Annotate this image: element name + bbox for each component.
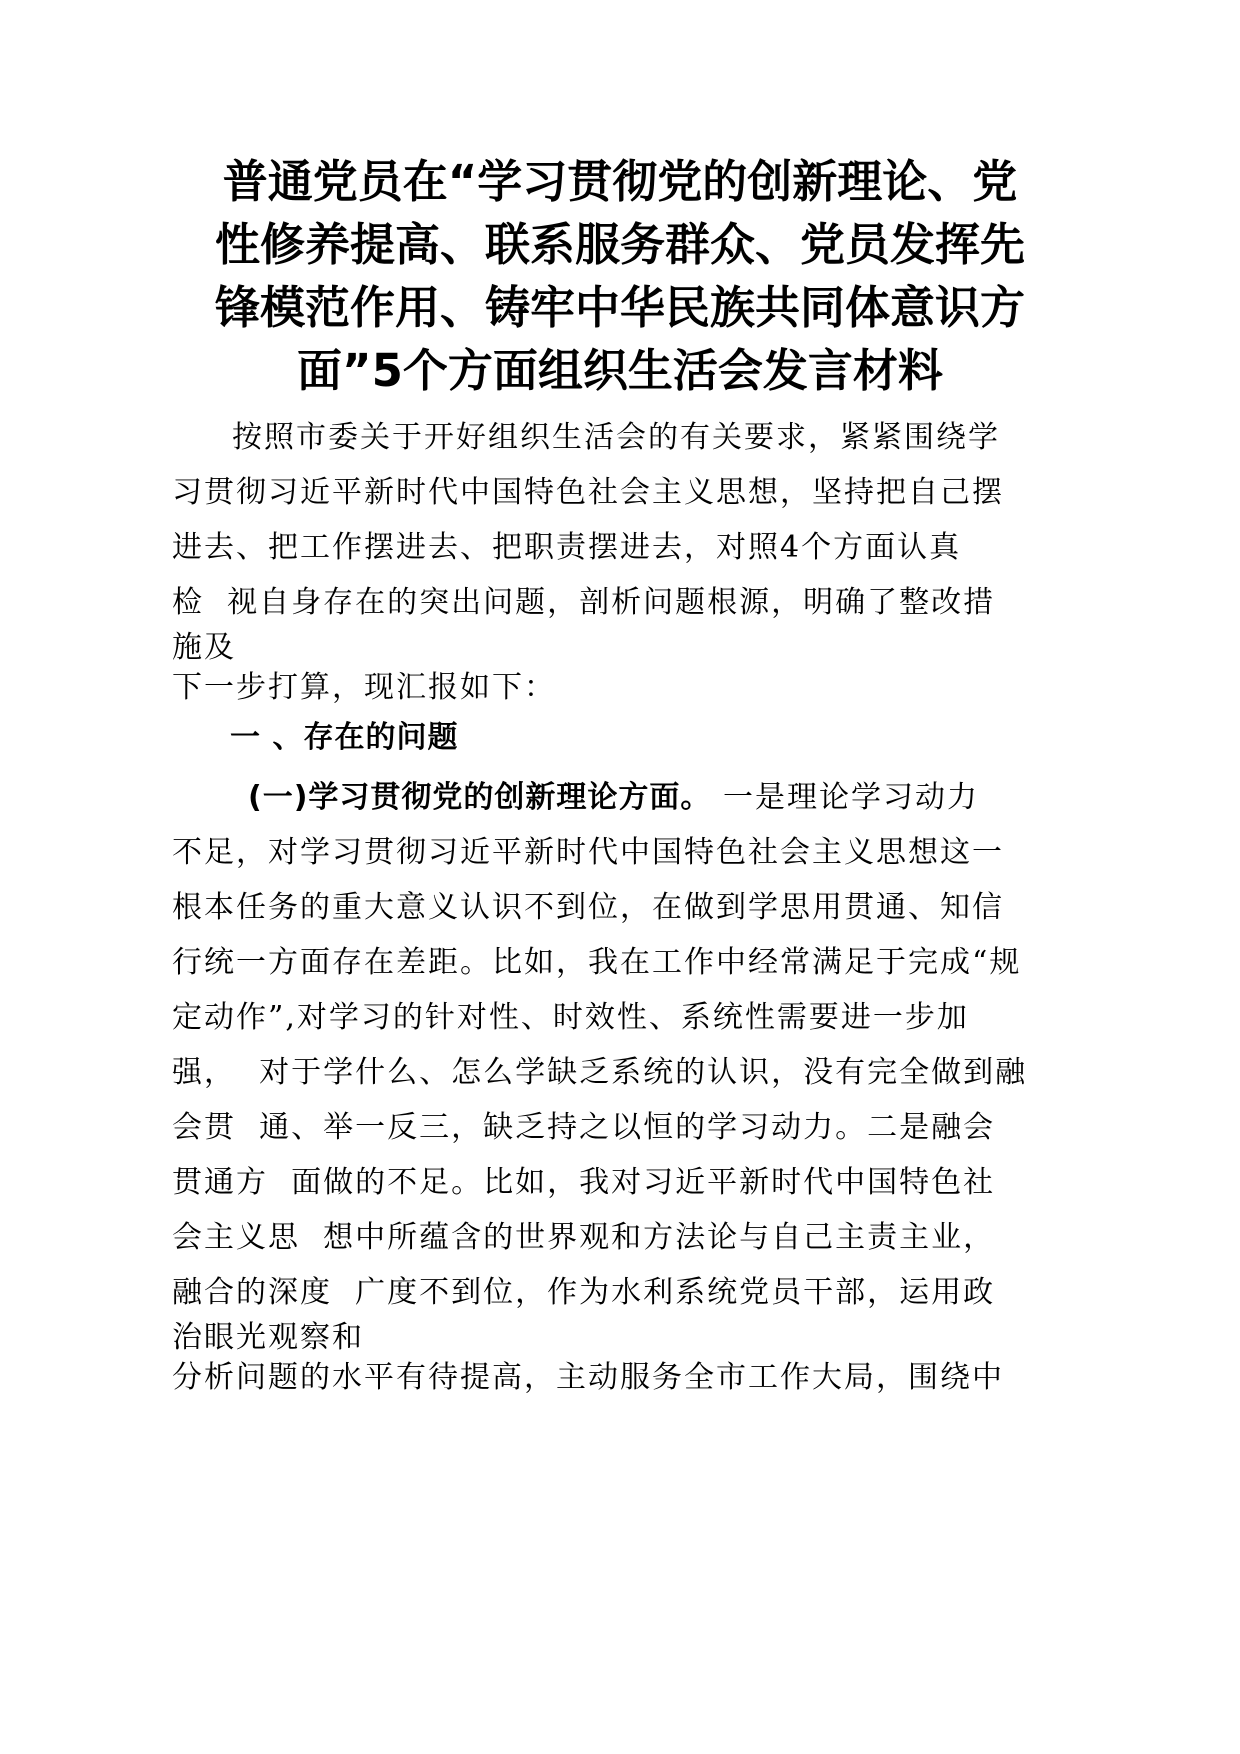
title-line-1: 普通党员在“学习贯彻党的创新理论、党 [222,155,1018,208]
body-line-1: 不足，对学习贯彻习近平新时代中国特色社会主义思想这一 [172,835,1004,870]
intro-line-2: 习贯彻习近平新时代中国特色社会主义思想，坚持把自己摆 [172,475,1004,510]
intro-line-5: 施及 [172,630,236,665]
title-line-2: 性修养提高、联系服务群众、党员发挥先 [214,218,1025,271]
intro-line-3: 进去、把工作摆进去、把职责摆进去，对照4个方面认真 [172,530,962,565]
body-line-11: 分析问题的水平有待提高，主动服务全市工作大局，围绕中 [172,1360,1004,1395]
title-line-3: 锋模范作用、铸牢中华民族共同体意识方 [214,281,1025,334]
intro-line-1: 按照市委关于开好组织生活会的有关要求，紧紧围绕学 [232,420,1000,455]
body-line-2: 根本任务的重大意义认识不到位，在做到学思用贯通、知信 [172,890,1004,925]
body-line-3: 行统一方面存在差距。比如，我在工作中经常满足于完成“规 [172,945,1022,980]
document-title [180,150,1060,402]
body-line-6: 会贯 通、举一反三，缺乏持之以恒的学习动力。二是融会 [172,1110,996,1145]
subsection-first-line [248,778,979,818]
intro-line-6: 下一步打算，现汇报如下： [172,670,556,705]
subsection-first-line-rest: 一是理论学习动力 [711,780,979,815]
body-line-9: 融合的深度 广度不到位，作为水利系统党员干部，运用政 [172,1275,996,1310]
body-line-10: 治眼光观察和 [172,1320,364,1355]
section-heading: 一 、存在的问题 [230,720,459,755]
body-line-5: 强， 对于学什么、怎么学缺乏系统的认识，没有完全做到融 [172,1055,1028,1090]
subsection-title: (一)学习贯彻党的创新理论方面。 [248,780,712,815]
body-line-8: 会主义思 想中所蕴含的世界观和方法论与自己主责主业， [172,1220,996,1255]
body-line-4: 定动作”,对学习的针对性、时效性、系统性需要进一步加 [172,1000,969,1035]
body-line-7: 贯通方 面做的不足。比如，我对习近平新时代中国特色社 [172,1165,996,1200]
intro-line-4: 检 视自身存在的突出问题，剖析问题根源，明确了整改措 [172,585,996,620]
title-line-4: 面”5个方面组织生活会发言材料 [297,344,943,397]
